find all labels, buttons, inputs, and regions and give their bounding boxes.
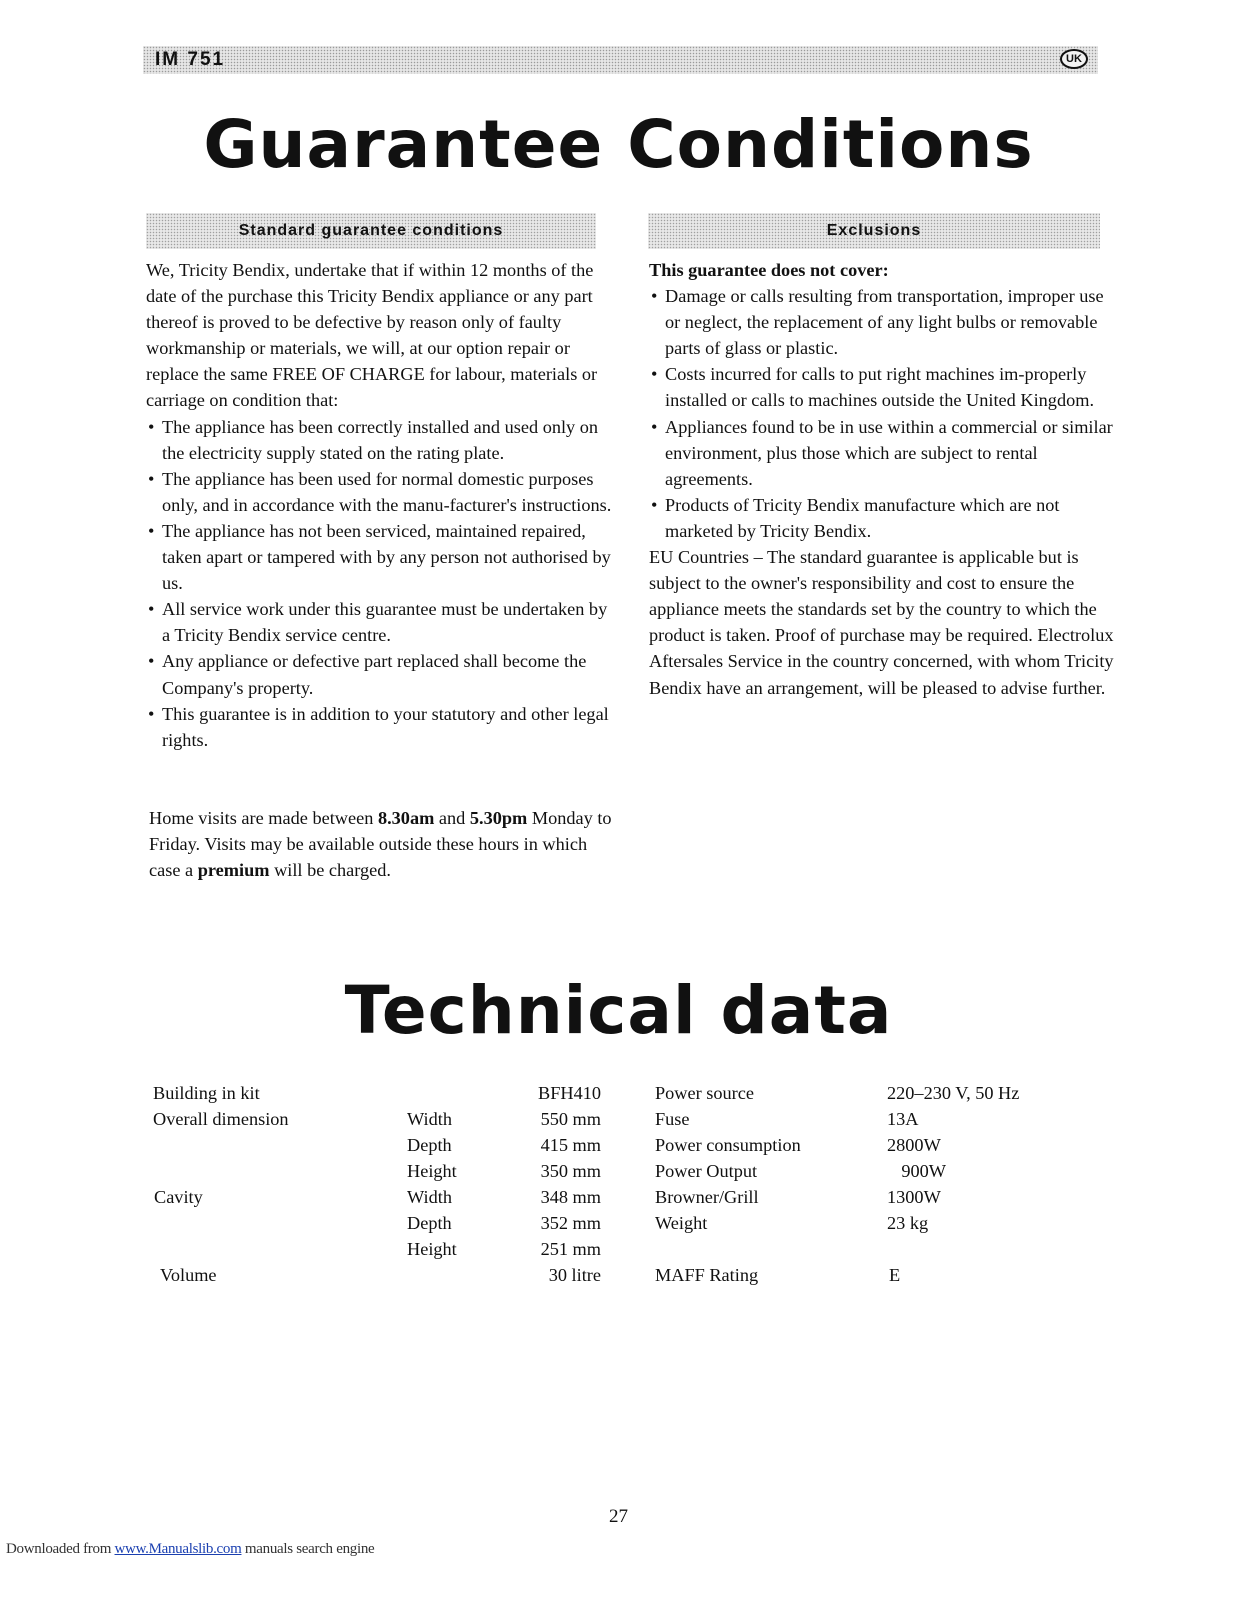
header-bar xyxy=(143,46,1098,74)
spec-value: 2800W xyxy=(887,1135,941,1155)
uk-country-badge: UK xyxy=(1060,49,1088,69)
home-visits-note xyxy=(149,805,619,883)
standard-conditions-heading: Standard guarantee conditions xyxy=(146,213,596,249)
footer-suffix: manuals search engine xyxy=(241,1541,375,1557)
spec-value: 348 mm xyxy=(540,1187,601,1207)
visits-text: Monday to Friday. Visits may be available outside these hours in which case a xyxy=(149,808,612,881)
spec-label: Weight xyxy=(655,1213,708,1233)
spec-dimension: Depth xyxy=(407,1213,452,1233)
exclusions-lead: This guarantee does not cover: xyxy=(649,260,889,280)
footer-prefix: Downloaded from xyxy=(6,1541,115,1557)
spec-value: 30 litre xyxy=(548,1265,601,1285)
exclusion-item: • Products of Tricity Bendix manufacture which are not marketed by Tricity Bendix. xyxy=(649,492,1119,544)
spec-label: Overall dimension xyxy=(153,1109,289,1129)
manualslib-link[interactable]: www.Manualslib.com xyxy=(114,1541,242,1557)
spec-value: E xyxy=(889,1265,901,1285)
spec-value: 1300W xyxy=(887,1187,941,1207)
spec-label: Power consumption xyxy=(655,1135,801,1155)
visits-text: and xyxy=(434,808,470,828)
guarantee-title: Guarantee Conditions xyxy=(203,106,1034,183)
spec-value: 23 kg xyxy=(887,1213,929,1233)
spec-value: BFH410 xyxy=(538,1083,601,1103)
spec-value: 352 mm xyxy=(540,1213,601,1233)
condition-item: • Any appliance or defective part replaced shall become the Company's property. xyxy=(146,648,616,700)
spec-dimension: Width xyxy=(407,1187,452,1207)
exclusions-heading: Exclusions xyxy=(648,213,1100,249)
spec-dimension: Width xyxy=(407,1109,452,1129)
spec-label: Volume xyxy=(160,1265,217,1285)
standard-conditions-column xyxy=(146,257,616,753)
technical-data-title: Technical data xyxy=(344,972,893,1049)
spec-value: 220–230 V, 50 Hz xyxy=(887,1083,1020,1103)
spec-dimension: Height xyxy=(407,1239,457,1259)
spec-dimension: Height xyxy=(407,1161,457,1181)
spec-value: 550 mm xyxy=(540,1109,601,1129)
spec-label: MAFF Rating xyxy=(655,1265,759,1285)
condition-item: • The appliance has not been serviced, maintained repaired, taken apart or tampered with by any person not authorised by us. xyxy=(146,518,616,596)
download-footer xyxy=(6,1541,374,1558)
spec-label: Browner/Grill xyxy=(655,1187,759,1207)
standard-intro: We, Tricity Bendix, undertake that if within 12 months of the date of the purchase this Tricity Bendix appliance or any part thereof is proved to be defective by reason only of faulty workmanship or materials, we will, at our option repair or replace the same FREE OF CHARGE for labour, materials or carriage on condition that: xyxy=(146,260,598,411)
spec-dimension: Depth xyxy=(407,1135,452,1155)
condition-item: • All service work under this guarantee must be undertaken by a Tricity Bendix service centre. xyxy=(146,596,616,648)
condition-item: • This guarantee is in addition to your statutory and other legal rights. xyxy=(146,701,616,753)
exclusion-item: • Appliances found to be in use within a commercial or similar environment, plus those which are subject to rental agreements. xyxy=(649,414,1119,492)
visits-start-time: 8.30am xyxy=(377,808,435,828)
exclusions-list xyxy=(649,283,1119,544)
visits-text: Home visits are made between xyxy=(149,808,378,828)
visits-end-time: 5.30pm xyxy=(469,808,528,828)
exclusion-item: • Damage or calls resulting from transportation, improper use or neglect, the replacement of any light bulbs or removable parts of glass or plastic. xyxy=(649,283,1119,361)
spec-value: 900W xyxy=(901,1161,946,1181)
spec-label: Power source xyxy=(655,1083,754,1103)
spec-label: Power Output xyxy=(655,1161,758,1181)
spec-label: Fuse xyxy=(655,1109,690,1129)
spec-label: Cavity xyxy=(154,1187,203,1207)
eu-countries-note: EU Countries – The standard guarantee is applicable but is subject to the owner's responsibility and cost to ensure the appliance meets the standards set by the country to which the product is taken. Proof of purchase may be required. Electrolux Aftersales Service in the country concerned, with whom Tricity Bendix have an arrangement, will be pleased to advise further. xyxy=(649,547,1114,698)
conditions-list xyxy=(146,414,616,753)
visits-text: will be charged. xyxy=(269,860,391,881)
spec-value: 251 mm xyxy=(540,1239,601,1259)
spec-label: Building in kit xyxy=(153,1083,260,1103)
model-code: IM 751 xyxy=(155,49,226,70)
spec-value: 13A xyxy=(887,1109,919,1129)
condition-item: • The appliance has been used for normal domestic purposes only, and in accordance with the manu-facturer's instructions. xyxy=(146,466,616,518)
exclusions-column xyxy=(649,257,1119,701)
exclusion-item: • Costs incurred for calls to put right machines im-properly installed or calls to machines outside the United Kingdom. xyxy=(649,361,1119,413)
page-number: 27 xyxy=(609,1506,628,1527)
spec-value: 350 mm xyxy=(540,1161,601,1181)
visits-premium: premium xyxy=(197,860,270,881)
condition-item: • The appliance has been correctly installed and used only on the electricity supply stated on the rating plate. xyxy=(146,414,616,466)
spec-value: 415 mm xyxy=(540,1135,601,1155)
